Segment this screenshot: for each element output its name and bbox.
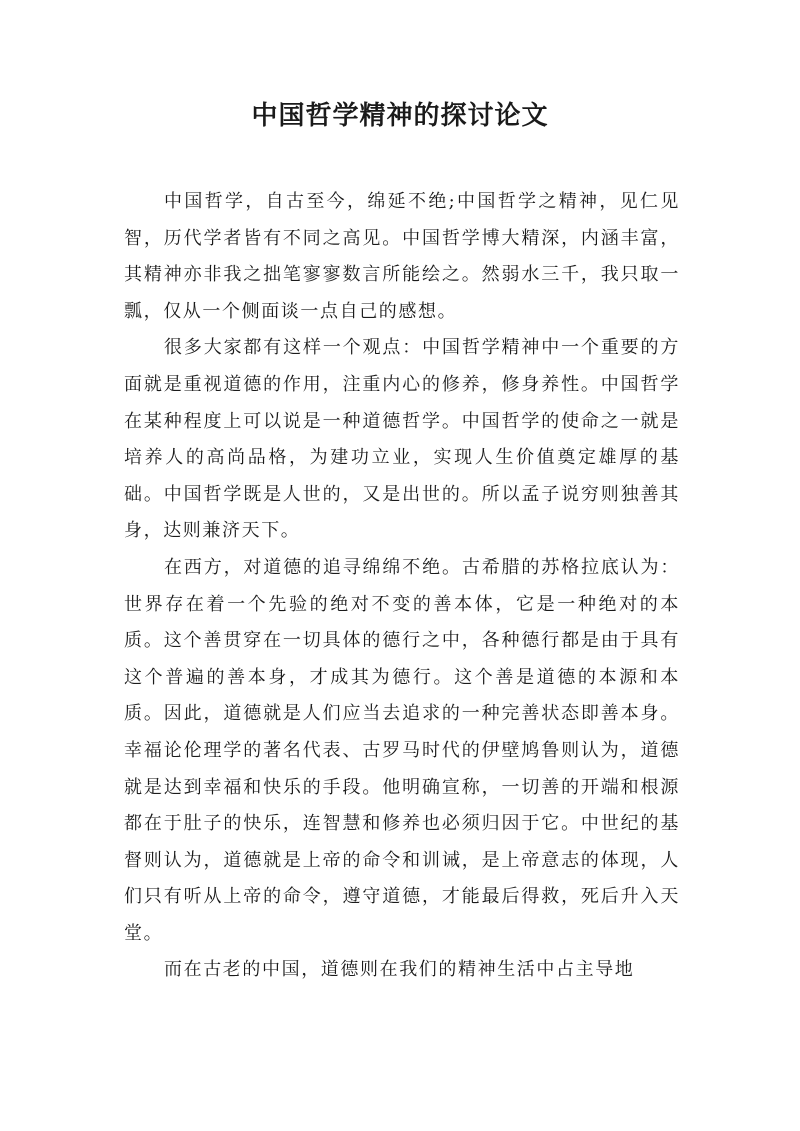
document-title: 中国哲学精神的探讨论文 <box>251 101 549 131</box>
paragraph-3: 在西方，对道德的追寻绵绵不绝。古希腊的苏格拉底认为：世界存在着一个先验的绝对不变的善本体，它是一种绝对的本质。这个善贯穿在一切具体的德行之中，各种德行都是由于具有这个普遍的善本身，才成其为德行。这个善是道德的本源和本质。因此，道德就是人们应当去追求的一种完善状态即善本身。幸福论伦理学的著名代表、古罗马时代的伊壁鸠鲁则认为，道德就是达到幸福和快乐的手段。他明确宣称，一切善的开端和根源都在于肚子的快乐，连智慧和修养也必须归因于它。中世纪的基督则认为，道德就是上帝的命令和训诫，是上帝意志的体现，人们只有听从上帝的命令，遵守道德，才能最后得救，死后升入天堂。 <box>124 556 680 944</box>
document-body <box>124 184 680 989</box>
paragraph-2: 很多大家都有这样一个观点：中国哲学精神中一个重要的方面就是重视道德的作用，注重内心的修养，修身养性。中国哲学在某种程度上可以说是一种道德哲学。中国哲学的使命之一就是培养人的高尚品格，为建功立业，实现人生价值奠定雄厚的基础。中国哲学既是人世的，又是出世的。所以孟子说穷则独善其身，达则兼济天下。 <box>124 337 680 542</box>
paragraph-4: 而在古老的中国，道德则在我们的精神生活中占主导地 <box>164 959 635 981</box>
paragraph-1: 中国哲学，自古至今，绵延不绝;中国哲学之精神，见仁见智，历代学者皆有不同之高见。中国哲学博大精深，内涵丰富，其精神亦非我之拙笔寥寥数言所能绘之。然弱水三千，我只取一瓢，仅从一个侧面谈一点自己的感想。 <box>124 191 680 322</box>
